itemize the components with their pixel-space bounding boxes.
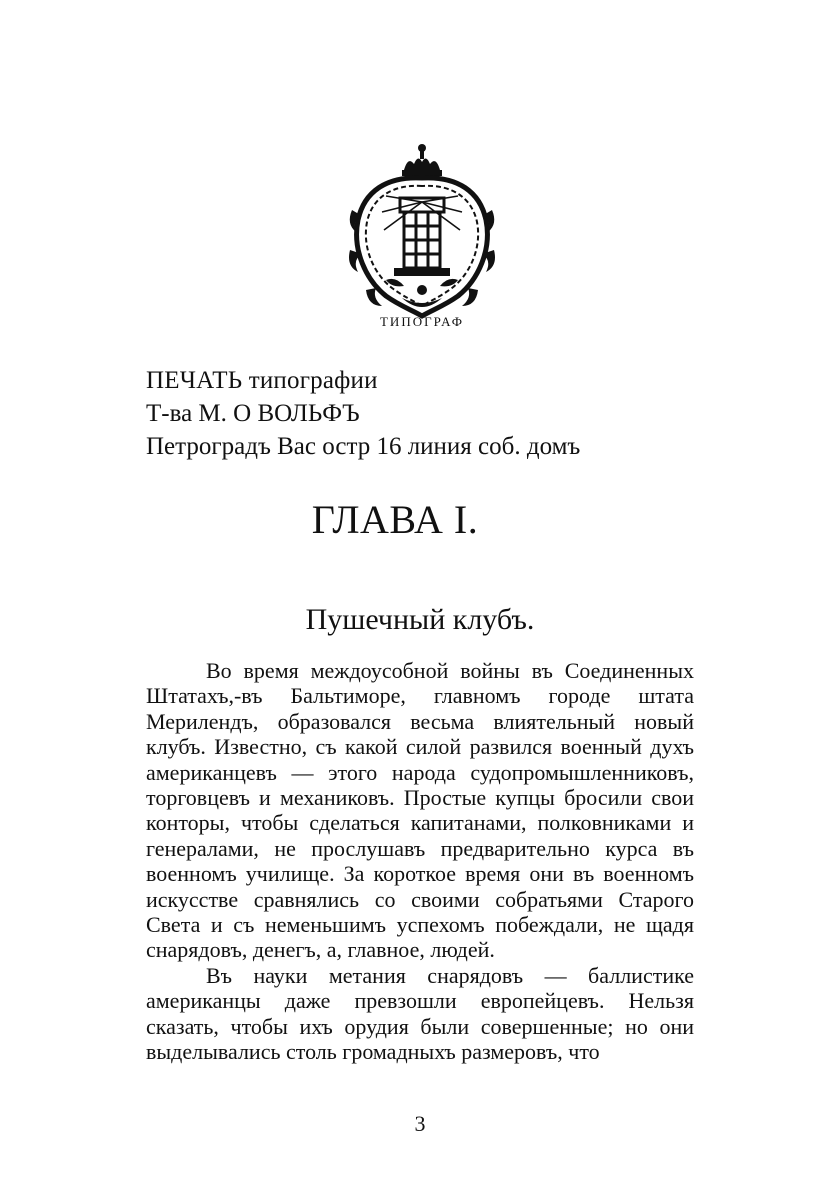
chapter-title: ГЛАВА I. xyxy=(311,497,479,542)
paragraph: Въ науки метания снарядовъ — баллистике американцы даже превзошли европейцевъ. Нельзя сказать, чтобы ихъ орудия были совершенные; но они выделывались столь громадныхъ размеровъ, что xyxy=(146,962,694,1065)
emblem-caption: ТИПОГРАФ xyxy=(379,314,465,328)
imprint-line-1: ПЕЧАТЬ типографии xyxy=(146,367,378,394)
printer-imprint xyxy=(146,364,766,463)
imprint-line-3: Петроградъ Вас остр 16 линия соб. домъ xyxy=(146,433,581,460)
section-title: Пушечный клубъ. xyxy=(305,603,535,636)
body-text xyxy=(146,658,694,1065)
paragraph: Во время междоусобной войны въ Соединенных Штатахъ,-въ Бальтиморе, главномъ городе штата Мерилендъ, образовался весьма влиятельный новый клубъ. Известно, съ какой силой развился военный духъ американцевъ — этого народа судопромышленниковъ, торговцевъ и механиковъ. Простые купцы бросили свои конторы, чтобы сделаться капитанами, полковниками и генералами, не прослушавъ предварительно курса въ военномъ училище. За короткое время они въ военномъ искусстве сравнялись со своими собратьями Старого Света и съ неменьшимъ успехомъ побеждали, не щадя снарядовъ, денегъ, а, главное, людей. xyxy=(146,658,694,963)
typography-crest-icon xyxy=(346,140,498,328)
page-number: 3 xyxy=(414,1111,426,1136)
imprint-line-2: Т-ва М. О ВОЛЬФЪ xyxy=(146,400,360,427)
